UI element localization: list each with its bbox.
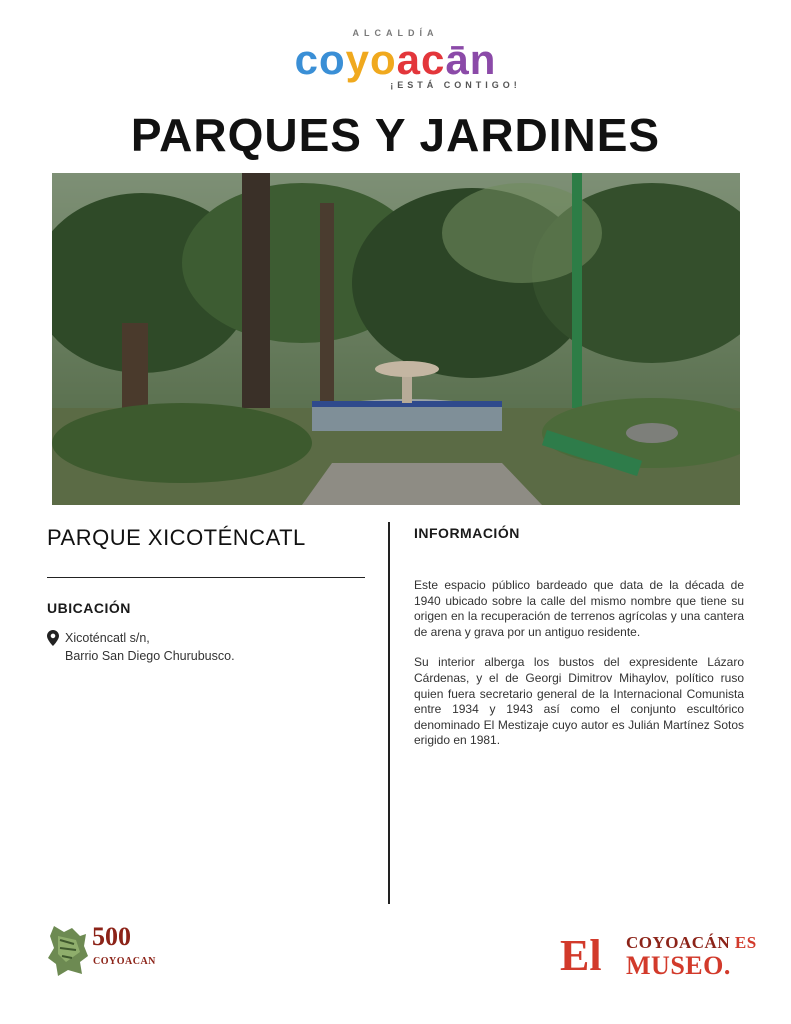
alcaldia-logo xyxy=(0,28,791,90)
logo-500-text: COYOACAN xyxy=(93,956,156,967)
info-paragraph-2: Su interior alberga los bustos del expresidente Lázaro Cárdenas, y el de Georgi Dimitrov Mihaylov, político ruso quien fuera secretario general de la Internacional Comunista entre 1934 y 1943 así como el conjunto escultórico denominado El Mestizaje cuyo autor es Julián Martínez Sotos erigido en 1981. xyxy=(414,655,744,748)
museo-logo-el: El xyxy=(560,931,602,980)
logo-part-4: ān xyxy=(445,36,497,83)
museo-logo-coyoacan: COYOACÁN xyxy=(626,933,731,952)
museo-logo-es: ES xyxy=(734,933,757,952)
logo-part-2: yo xyxy=(345,36,397,83)
logo-wordmark xyxy=(0,36,791,83)
info-heading: INFORMACIÓN xyxy=(414,525,520,541)
logo-500-number: 500 xyxy=(92,922,131,951)
logo-part-3: ac xyxy=(396,36,446,83)
map-pin-icon xyxy=(47,630,59,651)
logo-small-text: ALCALDÍA xyxy=(352,28,439,38)
section-rule xyxy=(47,577,365,578)
page-title: PARQUES Y JARDINES xyxy=(130,109,661,161)
info-body xyxy=(414,578,744,764)
coyoacan-es-museo-logo xyxy=(560,932,760,987)
park-photo xyxy=(52,173,740,505)
park-name: PARQUE XICOTÉNCATL xyxy=(47,525,306,550)
logo-part-1: co xyxy=(294,36,346,83)
info-paragraph-1: Este espacio público bardeado que data de la década de 1940 ubicado sobre la calle del mismo nombre que tiene su origen en la recuperación de terrenos agrícolas y una cantera de arena y grava por un antiguo residente. xyxy=(414,578,744,639)
museo-logo-bottom: MUSEO. xyxy=(626,951,731,980)
address-line-2: Barrio San Diego Churubusco. xyxy=(65,649,235,663)
address xyxy=(65,629,235,665)
logo-tagline: ¡ESTÁ CONTIGO! xyxy=(390,80,521,90)
location-heading: UBICACIÓN xyxy=(47,600,131,616)
column-divider xyxy=(388,522,390,904)
address-line-1: Xicoténcatl s/n, xyxy=(65,631,150,645)
museo-logo-top xyxy=(626,934,757,952)
coyoacan-500-logo xyxy=(46,922,156,982)
coyote-emblem-icon xyxy=(46,922,90,978)
